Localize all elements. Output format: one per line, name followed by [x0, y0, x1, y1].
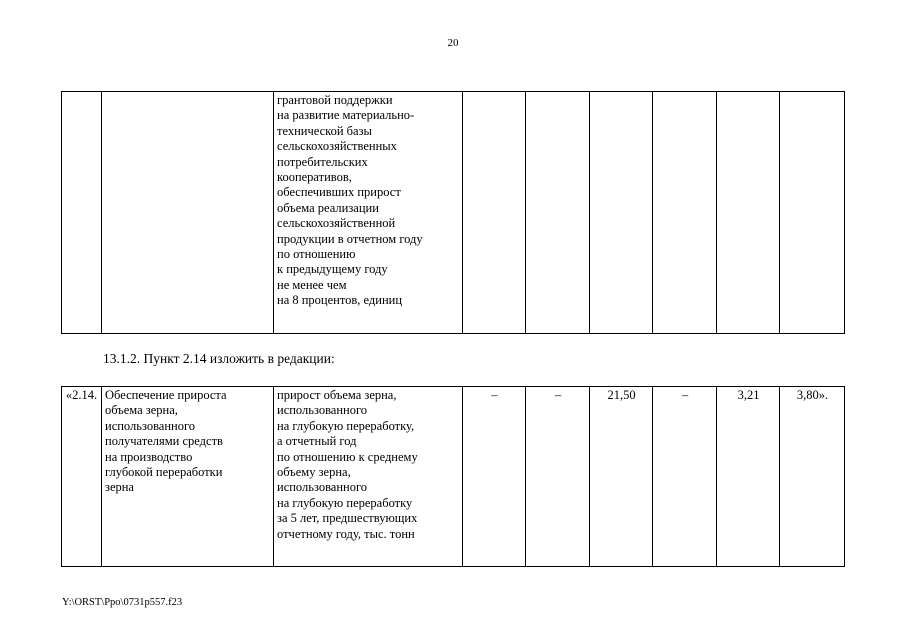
indicator-line: обеспечивших прирост: [277, 185, 401, 200]
number-cell: [62, 92, 102, 334]
indicator-line: на глубокую переработку: [277, 495, 413, 510]
indicator-line: грантовой поддержки: [277, 93, 393, 107]
value-cell: –: [526, 387, 590, 567]
indicator-line: по отношению: [277, 247, 356, 262]
value-cell: –: [653, 387, 717, 567]
indicator-line: на глубокую переработку,: [277, 418, 415, 433]
name-line: объема зерна,: [105, 403, 178, 418]
indicator-cell: [274, 387, 463, 567]
name-line: Обеспечение прироста: [105, 388, 227, 402]
value-cell: –: [463, 387, 526, 567]
indicator-line: использованного: [277, 480, 368, 495]
indicator-line: по отношению к среднему: [277, 449, 418, 464]
indicator-line: потребительских: [277, 154, 368, 169]
name-cell: [102, 387, 274, 567]
indicator-line: а отчетный год: [277, 434, 357, 449]
table-amendment: [61, 386, 845, 567]
value-cell: 21,50: [590, 387, 653, 567]
indicator-line: сельскохозяйственной: [277, 216, 396, 231]
amendment-paragraph: 13.1.2. Пункт 2.14 изложить в редакции:: [103, 351, 335, 366]
indicator-line: за 5 лет, предшествующих: [277, 511, 418, 526]
value-cell: 3,80».: [780, 387, 845, 567]
table-row: [62, 387, 845, 567]
indicator-line: использованного: [277, 403, 368, 418]
name-cell: [102, 92, 274, 334]
value-cell: [653, 92, 717, 334]
value-cell: [463, 92, 526, 334]
page-number: 20: [447, 37, 459, 49]
value-cell: [717, 92, 780, 334]
indicator-line: продукции в отчетном году: [277, 231, 423, 246]
indicator-line: не менее чем: [277, 277, 347, 292]
value-cell: [590, 92, 653, 334]
file-path-footer: Y:\ORST\Ppo\0731p557.f23: [62, 597, 183, 608]
name-line: на производство: [105, 449, 193, 464]
table-row: [62, 92, 845, 334]
indicator-line: кооперативов,: [277, 170, 352, 185]
indicator-line: объему зерна,: [277, 465, 351, 480]
indicator-line: технической базы: [277, 123, 372, 138]
indicator-line: к предыдущему году: [277, 262, 388, 277]
name-line: использованного: [105, 418, 196, 433]
indicator-line: сельскохозяйственных: [277, 139, 397, 154]
name-line: получателями средств: [105, 434, 223, 449]
table-continuation: [61, 91, 845, 334]
indicator-line: на развитие материально-: [277, 108, 415, 123]
indicator-line: прирост объема зерна,: [277, 388, 397, 402]
name-line: зерна: [105, 480, 134, 495]
value-cell: [780, 92, 845, 334]
indicator-line: отчетному году, тыс. тонн: [277, 526, 415, 541]
indicator-line: на 8 процентов, единиц: [277, 293, 403, 308]
indicator-line: объема реализации: [277, 200, 379, 215]
value-cell: [526, 92, 590, 334]
number-cell: «2.14.: [62, 387, 102, 567]
indicator-cell: [274, 92, 463, 334]
name-line: глубокой переработки: [105, 465, 223, 480]
value-cell: 3,21: [717, 387, 780, 567]
